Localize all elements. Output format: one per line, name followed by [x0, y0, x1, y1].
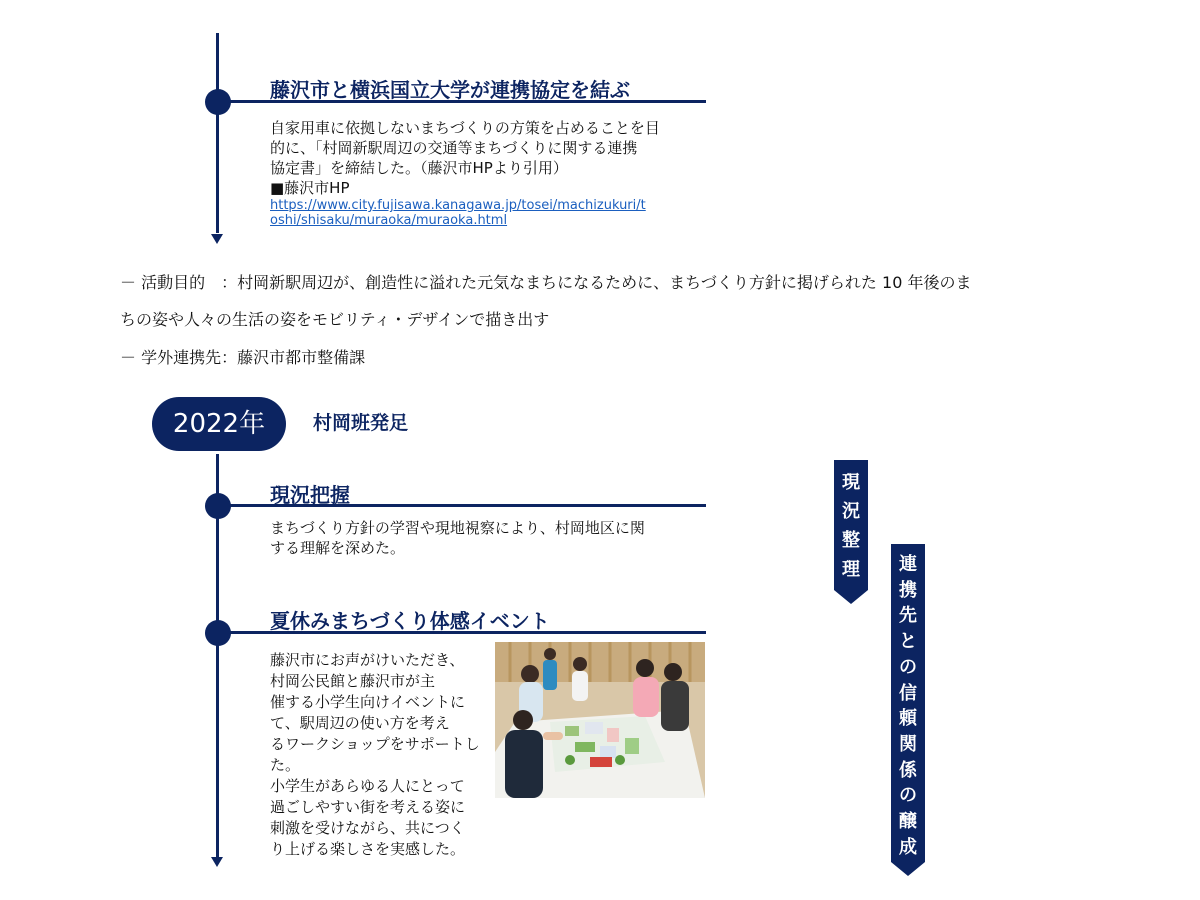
banner-char: 況: [842, 501, 860, 522]
purpose-line: － 活動目的 ：村岡新駅周辺が、創造性に溢れた元気なまちになるために、まちづくり方針に掲げられた 10 年後のま: [120, 273, 972, 292]
banner-arrow-icon: [891, 862, 925, 876]
banner-char: 関: [899, 733, 917, 755]
body-line: るワークショップをサポートした。: [270, 735, 480, 774]
partner-line: － 学外連携先：藤沢市都市整備課: [120, 348, 366, 367]
section-body: [270, 118, 710, 228]
banner-current-status: [834, 460, 868, 590]
timeline-arrow-down-icon: [211, 857, 223, 867]
body-line: 小学生があらゆる人にとって: [270, 777, 465, 795]
timeline-line: [216, 33, 219, 233]
timeline-dot: [205, 89, 231, 115]
banner-char: 携: [899, 579, 917, 601]
body-line: 協定書」を締結した。（藤沢市HPより引用）: [270, 159, 568, 177]
body-line: 過ごしやすい街を考える姿に: [270, 798, 466, 816]
banner-char: 信: [899, 682, 917, 704]
body-line: 村岡公民館と藤沢市が主: [270, 672, 436, 690]
body-line: り上げる楽しさを実感した。: [270, 840, 466, 858]
year-title: 村岡班発足: [313, 412, 409, 434]
banner-char: 成: [899, 836, 917, 858]
hp-link-line[interactable]: https://www.city.fujisawa.kanagawa.jp/tosei/machizukuri/t: [270, 198, 646, 213]
banner-char: と: [899, 631, 917, 653]
banner-char: 醸: [899, 811, 917, 833]
hp-link[interactable]: [270, 198, 710, 228]
section-heading: 現況把握: [270, 483, 350, 507]
banner-char: 現: [842, 472, 860, 493]
timeline-arrow-down-icon: [211, 234, 223, 244]
banner-char: 係: [899, 759, 917, 781]
purpose-line: ちの姿や人々の生活の姿をモビリティ・デザインで描き出す: [120, 310, 550, 329]
banner-char: の: [899, 656, 917, 678]
body-line: ■藤沢市HP: [270, 179, 350, 197]
timeline-dot: [205, 493, 231, 519]
section-heading: 藤沢市と横浜国立大学が連携協定を結ぶ: [270, 78, 630, 102]
section-heading: 夏休みまちづくり体感イベント: [270, 609, 550, 633]
section-body: [270, 518, 710, 558]
body-line: て、駅周辺の使い方を考え: [270, 714, 450, 732]
workshop-photo-icon: [495, 642, 705, 798]
body-line: まちづくり方針の学習や現地視察により、村岡地区に関: [270, 519, 645, 537]
timeline-dot: [205, 620, 231, 646]
body-line: 自家用車に依拠しないまちづくりの方策を占めることを目: [270, 119, 660, 137]
body-line: 的に、「村岡新駅周辺の交通等まちづくりに関する連携: [270, 139, 638, 157]
body-line: 催する小学生向けイベントに: [270, 693, 466, 711]
section-body: [270, 650, 490, 860]
body-line: 刺激を受けながら、共につく: [270, 819, 465, 837]
banner-char: の: [899, 785, 917, 807]
hp-link-line[interactable]: oshi/shisaku/muraoka/muraoka.html: [270, 213, 508, 228]
banner-trust-building: [891, 544, 925, 862]
body-line: 藤沢市にお声がけいただき、: [270, 651, 465, 669]
body-line: する理解を深めた。: [270, 539, 406, 557]
banner-arrow-icon: [834, 590, 868, 604]
workshop-photo: [495, 642, 705, 798]
banner-char: 連: [899, 554, 917, 575]
banner-char: 整: [842, 530, 860, 551]
banner-char: 理: [842, 559, 860, 580]
banner-char: 頼: [899, 708, 917, 730]
banner-char: 先: [899, 605, 917, 627]
year-pill: 2022年: [152, 397, 286, 451]
